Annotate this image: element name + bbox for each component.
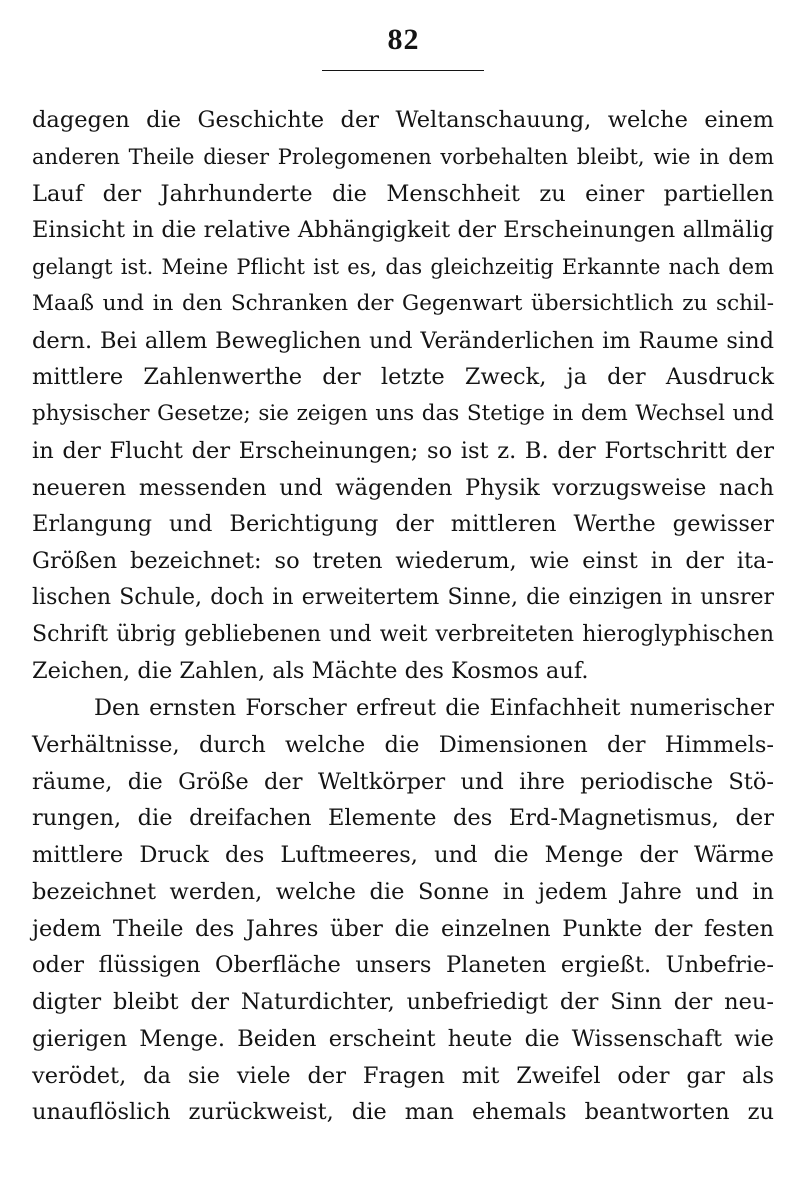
text-line: Lauf der Jahrhunderte die Menschheit zu einer partiellen [32,180,774,207]
text-line: verödet, da sie viele der Fragen mit Zweifel oder gar als [32,1062,774,1089]
text-line: physischer Gesetze; sie zeigen uns das Stetige in dem Wechsel und [32,401,774,426]
text-line: gierigen Menge. Beiden erscheint heute die Wissenschaft wie [32,1025,774,1052]
text-line: Zeichen, die Zahlen, als Mächte des Kosmos auf. [32,658,589,685]
text-line: jedem Theile des Jahres über die einzelnen Punkte der festen [32,915,774,942]
text-line: Größen bezeichnet: so treten wiederum, wie einst in der ita- [32,548,774,574]
header-rule [322,70,484,71]
text-line: Einsicht in die relative Abhängigkeit der Erscheinungen allmälig [32,217,774,244]
text-line: neueren messenden und wägenden Physik vorzugsweise nach [32,474,774,501]
text-line: oder flüssigen Oberfläche unsers Planeten ergießt. Unbefrie- [32,952,774,979]
text-line: unauflöslich zurückweist, die man ehemals beantworten zu [32,1099,774,1126]
text-line: Verhältnisse, durch welche die Dimensionen der Himmels- [32,731,774,758]
text-line: mittlere Zahlenwerthe der letzte Zweck, ja der Ausdruck [32,364,774,391]
text-line: Erlangung und Berichtigung der mittleren Werthe gewisser [32,511,774,538]
body-text [32,102,774,1131]
text-line: lischen Schule, doch in erweitertem Sinne, die einzigen in unsrer [32,584,774,610]
text-line: dagegen die Geschichte der Weltanschauung, welche einem [32,107,774,133]
text-line: in der Flucht der Erscheinungen; so ist z. B. der Fortschritt der [32,437,774,464]
text-line: Den ernsten Forscher erfreut die Einfachheit numerischer [94,695,774,721]
page-number: 82 [387,23,420,56]
text-line: Maaß und in den Schranken der Gegenwart übersichtlich zu schil- [32,290,774,316]
text-line: räume, die Größe der Weltkörper und ihre periodische Stö- [32,768,774,795]
text-line: digter bleibt der Naturdichter, unbefriedigt der Sinn der neu- [32,989,774,1015]
text-line: rungen, die dreifachen Elemente des Erd-Magnetismus, der [32,805,774,832]
text-line: dern. Bei allem Beweglichen und Veränderlichen im Raume sind [32,327,774,354]
text-line: mittlere Druck des Luftmeeres, und die Menge der Wärme [32,842,774,868]
text-line: gelangt ist. Meine Pflicht ist es, das gleichzeitig Erkannte nach dem [32,255,774,279]
text-line: Schrift übrig gebliebenen und weit verbreiteten hieroglyphischen [32,621,774,647]
text-line: anderen Theile dieser Prolegomenen vorbehalten bleibt, wie in dem [32,144,774,169]
text-line: bezeichnet werden, welche die Sonne in jedem Jahre und in [32,878,774,905]
